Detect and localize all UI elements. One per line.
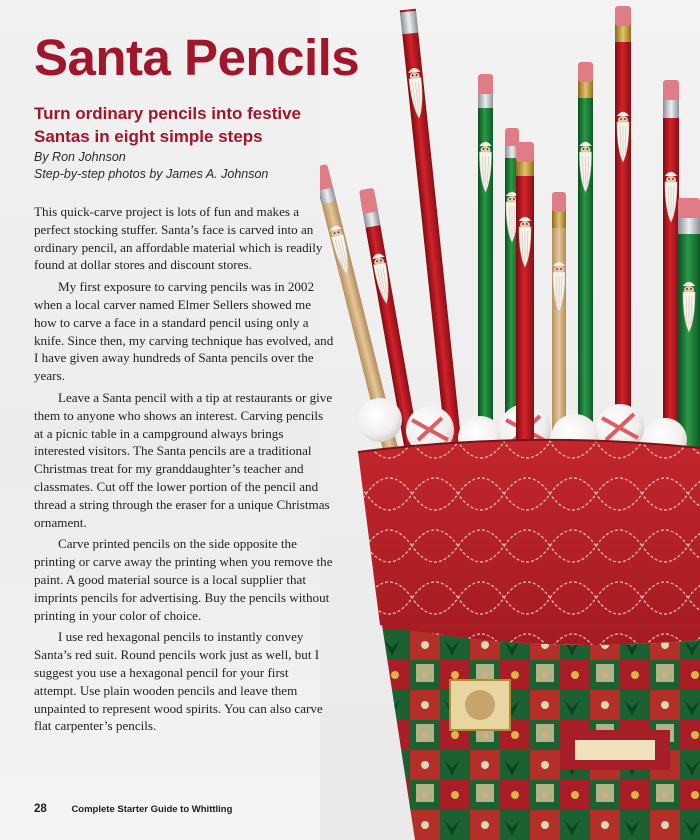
- byline: [34, 149, 334, 183]
- page-number: 28: [34, 803, 47, 815]
- body-paragraph: This quick-carve project is lots of fun and makes a perfect stocking stuffer. Santa’s face is carved into an ordinary pencil, an affordable material which is readily found at dollar stores and discount stores.: [34, 204, 323, 273]
- body-paragraph: My first exposure to carving pencils was in 2002 when a local carver named Elmer Sellers showed me how to carve a face in a standard pencil using only a knife. Since then, my carving technique has evolved, and I have given away hundreds of Santa pencils over the years.: [34, 279, 334, 384]
- page-footer: [34, 803, 232, 815]
- article-subtitle: Turn ordinary pencils into festive Santas in eight simple steps: [34, 104, 302, 146]
- body-paragraph: Leave a Santa pencil with a tip at restaurants or give them to anyone who shows an interest. Carving pencils at a picnic table in a campground always brings interested visitors. The Santa pencils are a traditional Christmas treat for my granddaughter’s teacher and classmates. Cut off the lower portion of the pencil and thread a string through the eraser for a unique Christmas ornament.: [34, 389, 333, 530]
- article-body: [34, 203, 334, 739]
- photo-credit: Step-by-step photos by James A. Johnson: [34, 167, 269, 181]
- body-paragraph: Carve printed pencils on the side opposite the printing or carve away the printing when you remove the paint. A good material source is a local supplier that imprints pencils for advertising. Buy the pencils without printing in your color of choice.: [34, 536, 333, 623]
- santa-pencils-photo: [320, 0, 700, 840]
- author-credit: By Ron Johnson: [34, 150, 126, 164]
- body-paragraph: I use red hexagonal pencils to instantly convey Santa’s red suit. Round pencils work just as well, but I suggest you use a hexagonal pencil for your first attempt. Use plain wooden pencils and leave them unpainted to represent wood spirits. You can also carve flat carpenter’s pencils.: [34, 629, 323, 734]
- article-title: Santa Pencils: [34, 29, 360, 86]
- book-title: Complete Starter Guide to Whittling: [71, 804, 233, 815]
